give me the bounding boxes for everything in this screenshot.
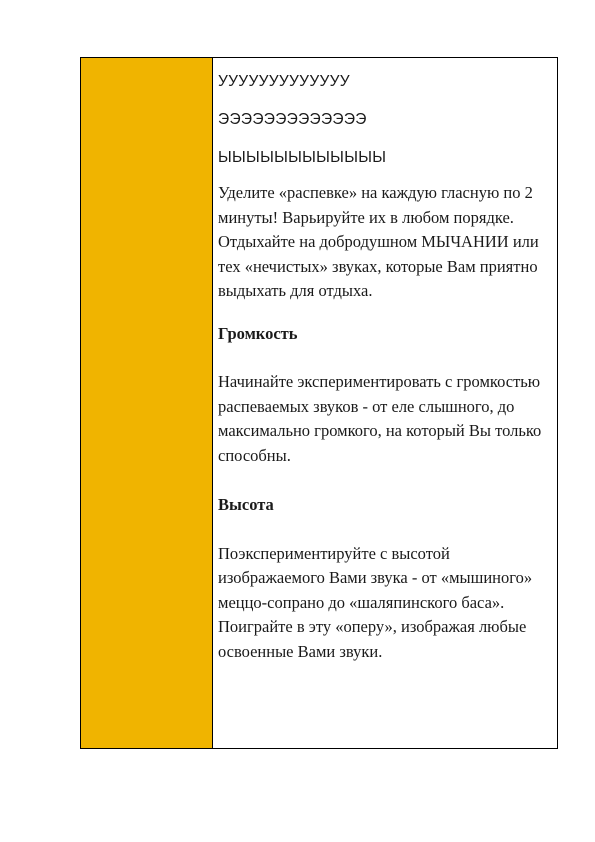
vowel-line-u: УУУУУУУУУУУУУ [218, 73, 350, 90]
pitch-heading: Высота [218, 495, 274, 514]
accent-color-column [81, 58, 213, 748]
vowel-line-e: ЭЭЭЭЭЭЭЭЭЭЭЭЭ [218, 111, 367, 128]
vowel-line-y: ЫЫЫЫЫЫЫЫЫЫЫЫ [218, 149, 387, 166]
volume-heading: Громкость [218, 323, 298, 343]
content-column [213, 58, 557, 748]
volume-paragraph: Начинайте экспериментировать с громкостью распеваемых звуков - от еле слышного, до максимально громкого, на который Вы только способны. [218, 372, 542, 465]
intro-paragraph: Уделите «распевке» на каждую гласную по 2 минуты! Варьируйте их в любом порядке. Отдыхайте на добродушном МЫЧАНИИ или тех «нечистых» звуках, которые Вам приятно выдыхать для отдыха. [218, 183, 539, 300]
exercise-table [80, 57, 558, 749]
pitch-paragraph: Поэкспериментируйте с высотой изображаемого Вами звука - от «мышиного» меццо-сопрано до «шаляпинского баса». Поиграйте в эту «оперу», изображая любые освоенные Вами звуки. [218, 543, 533, 661]
